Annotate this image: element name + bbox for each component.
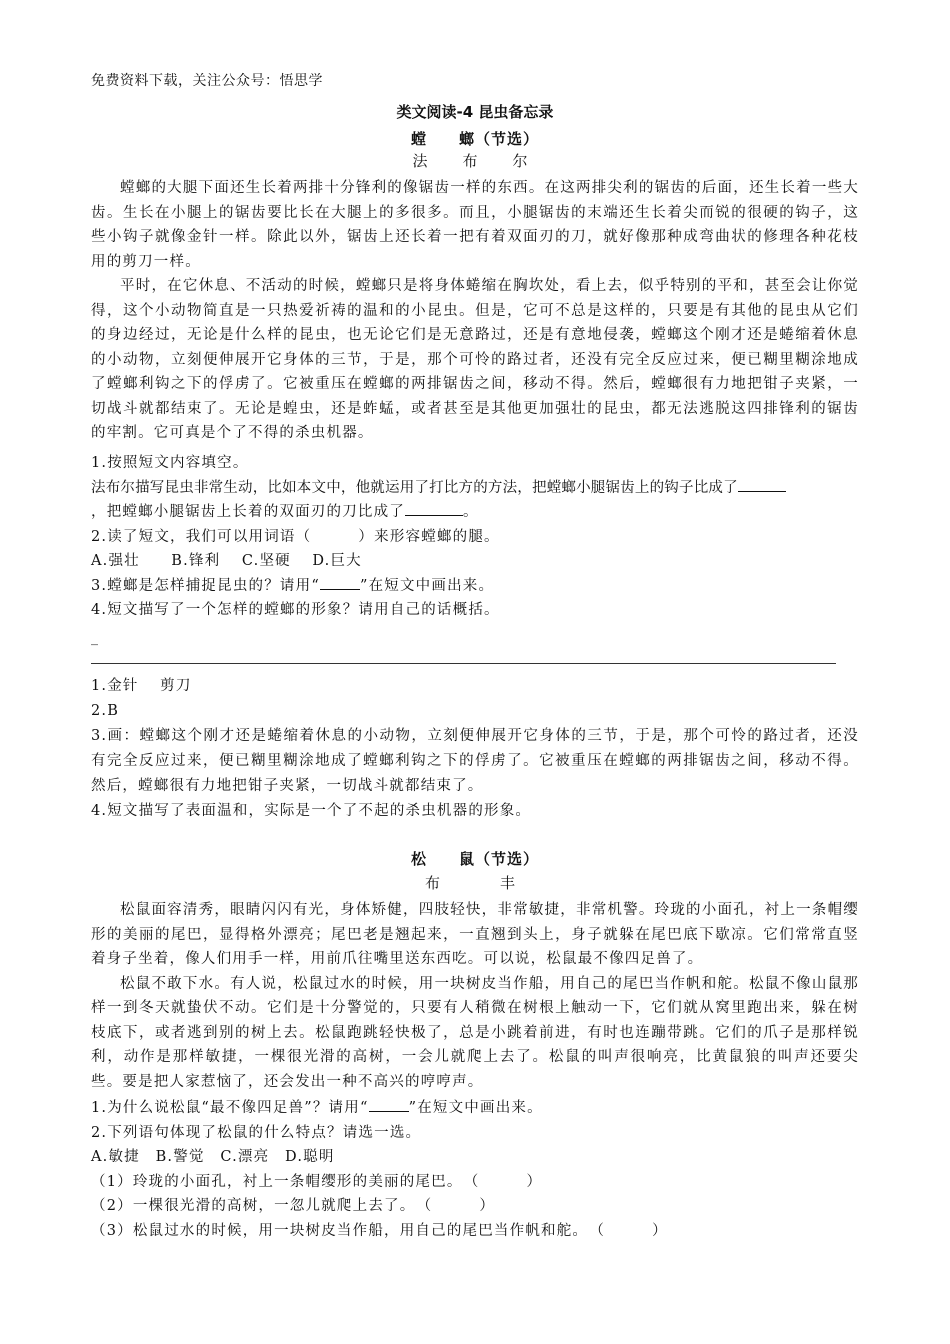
answer-4: 4.短文描写了表面温和，实际是一个了不起的杀虫机器的形象。 (91, 803, 532, 819)
article1-questions (91, 451, 859, 623)
answer-2: 2.B (91, 703, 120, 719)
answer-3: 3.画：螳螂这个刚才还是蜷缩着休息的小动物，立刻便伸展开它身体的三节，于是，那个可怜的路过者，还没有完全反应过来，便已糊里糊涂地成了螳螂利钩之下的俘虏了。它被重压在螳螂的两排锯齿之间，移动不得。然后，螳螂很有力地把钳子夹紧，一切战斗就都结束了。 (91, 728, 859, 794)
question-2: 2.下列语句体现了松鼠的什么特点？请选一选。 (91, 1124, 422, 1141)
question-2: 2.读了短文，我们可以用词语（ ）来形容螳螂的腿。 (91, 528, 500, 545)
question-3 (91, 574, 859, 599)
article1-answers (91, 674, 859, 824)
question-1-text: 1.为什么说松鼠“最不像四足兽”？请用“ (91, 1100, 369, 1116)
article1-author: 法 布 尔 (412, 152, 538, 170)
question-2-item-2: （2）一棵很光滑的高树，一忽儿就爬上去了。 （ ） (91, 1198, 496, 1214)
question-1-line-1 (91, 476, 859, 501)
article2-paragraph-1: 松鼠面容清秀，眼睛闪闪有光，身体矫健，四肢轻快，非常敏捷，非常机警。玲珑的小面孔，衬上一条帽缨形的美丽的尾巴，显得格外漂亮；尾巴老是翘起来，一直翘到头上，身子就躲在尾巴底下歇凉。它们常常直竖着身子坐着，像人们用手一样，用前爪往嘴里送东西吃。可以说，松鼠最不像四足兽了。 (91, 902, 859, 967)
question-2-item-1: （1）玲珑的小面孔，衬上一条帽缨形的美丽的尾巴。 （ ） (91, 1173, 543, 1190)
article1-title: 螳 螂（节选） (410, 130, 539, 148)
question-2-options: A.强壮 B.锋利 C.坚硬 D.巨大 (91, 553, 362, 569)
answer-1: 1.金针 剪刀 (91, 678, 192, 694)
header-note: 免费资料下载，关注公众号：悟思学 (91, 73, 323, 89)
answer-line-mark: _ (91, 630, 98, 646)
question-1-end: ”在短文中画出来。 (408, 1100, 543, 1116)
article1-paragraph-1: 螳螂的大腿下面还生长着两排十分锋利的像锯齿一样的东西。在这两排尖利的锯齿的后面，还生长着一些大齿。生长在小腿上的锯齿要比长在大腿上的多很多。而且，小腿锯齿的末端还生长着尖而锐的很硬的钩子，这些小钩子就像金针一样。除此以外，锯齿上还长着一把有着双面刃的刀，就好像那种成弯曲状的修理各种花枝用的剪刀一样。 (91, 180, 859, 270)
page-title: 类文阅读-4 昆虫备忘录 (396, 103, 554, 121)
question-3-end: ”在短文中画出来。 (359, 577, 495, 594)
article2-paragraph-2: 松鼠不敢下水。有人说，松鼠过水的时候，用一块树皮当作船，用自己的尾巴当作帆和舵。松鼠不像山鼠那样一到冬天就蛰伏不动。它们是十分警觉的，只要有人稍微在树根上触动一下，它们就从窝里跑出来，躲在树枝底下，或者逃到别的树上去。松鼠跑跳轻快极了，总是小跳着前进，有时也连蹦带跳。它们的爪子是那样锐利，动作是那样敏捷，一棵很光滑的高树，一会儿就爬上去了。松鼠的叫声很响亮，比黄鼠狼的叫声还要尖些。要是把人家惹恼了，还会发出一种不高兴的哼哼声。 (91, 975, 859, 1090)
article1-body (91, 176, 859, 446)
question-1-line-2 (91, 500, 859, 525)
answer-blank[interactable] (405, 501, 463, 517)
article2-title: 松 鼠（节选） (410, 850, 539, 868)
question-1-text-2: ，把螳螂小腿锯齿上长着的双面刃的刀比成了 (91, 504, 405, 520)
divider-line (91, 663, 836, 664)
article2-questions (91, 1096, 859, 1243)
question-1: 1.按照短文内容填空。 (91, 455, 249, 471)
question-3-text: 3.螳螂是怎样捕捉昆虫的？请用“ (91, 577, 320, 594)
question-1-end: 。 (463, 504, 479, 520)
article2-body (91, 898, 859, 1094)
question-2-options: A.敏捷 B.警觉 C.漂亮 D.聪明 (91, 1149, 335, 1165)
question-4: 4.短文描写了一个怎样的螳螂的形象？请用自己的话概括。 (91, 602, 500, 618)
answer-blank[interactable] (320, 574, 360, 590)
answer-blank[interactable] (369, 1097, 409, 1113)
answer-blank[interactable] (738, 476, 786, 492)
article1-paragraph-2: 平时，在它休息、不活动的时候，螳螂只是将身体蜷缩在胸坎处，看上去，似乎特别的平和，甚至会让你觉得，这个小动物简直是一只热爱祈祷的温和的小昆虫。但是，它可不总是这样的，只要是有其他的昆虫从它们的身边经过，无论是什么样的昆虫，也无论它们是无意路过，还是有意地侵袭，螳螂这个刚才还是蜷缩着休息的小动物，立刻便伸展开它身体的三节，于是，那个可怜的路过者，还没有完全反应过来，便已糊里糊涂地成了螳螂利钩之下的俘虏了。它被重压在螳螂的两排锯齿之间，移动不得。然后，螳螂很有力地把钳子夹紧，一切战斗就都结束了。无论是蝗虫，还是蚱蜢，或者甚至是其他更加强壮的昆虫，都无法逃脱这四排锋利的锯齿的牢割。它可真是个了不得的杀虫机器。 (91, 278, 859, 441)
question-1-text: 法布尔描写昆虫非常生动，比如本文中，他就运用了打比方的方法，把螳螂小腿锯齿上的钩子比成了 (91, 479, 738, 496)
question-1 (91, 1096, 859, 1121)
question-2-item-3: （3）松鼠过水的时候，用一块树皮当作船，用自己的尾巴当作帆和舵。 （ ） (91, 1222, 668, 1239)
article2-author: 布 丰 (424, 874, 525, 892)
